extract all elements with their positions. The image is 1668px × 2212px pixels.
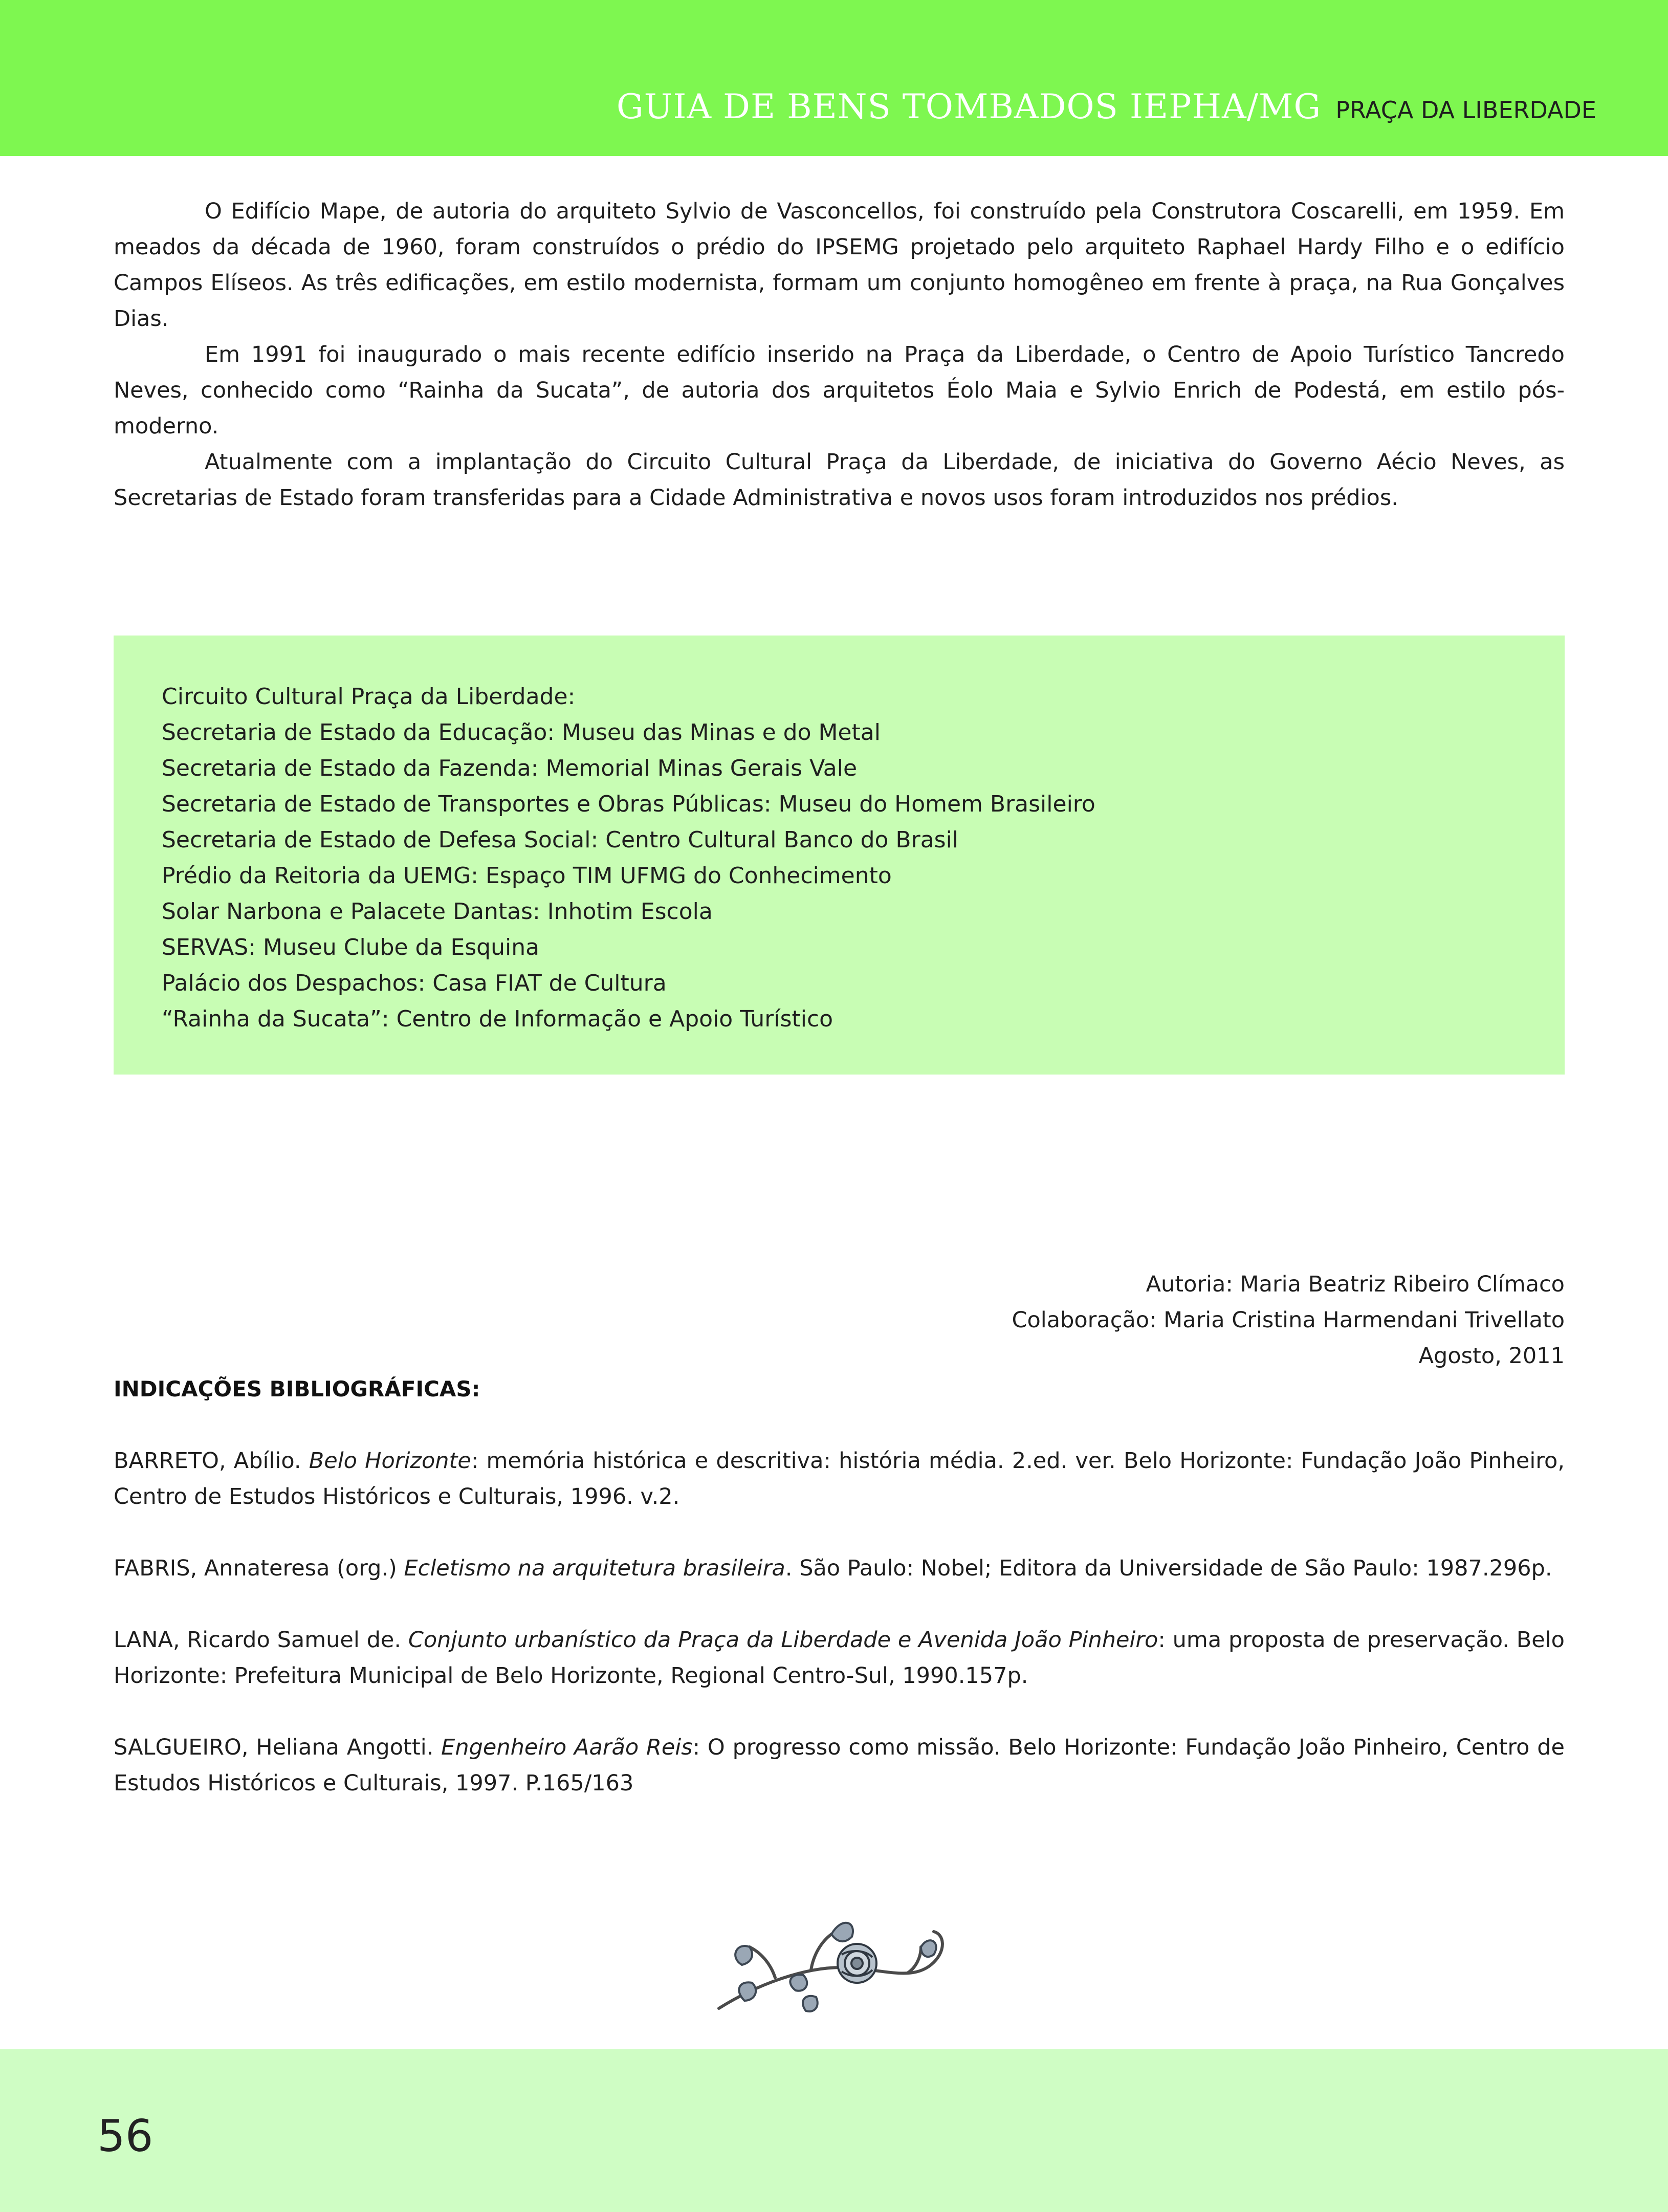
bibliography-heading: INDICAÇÕES BIBLIOGRÁFICAS: <box>114 1376 480 1401</box>
circuit-list-item: Prédio da Reitoria da UEMG: Espaço TIM UFMG do Conhecimento <box>162 863 892 889</box>
bibliography-entry <box>114 1729 1565 1801</box>
entry-details: : memória histórica e descritiva: história média. 2.ed. ver. Belo Horizonte: Fundação João Pinheiro, Centro de Estudos Históricos e Culturais, 1996. v.2. <box>114 1448 1565 1509</box>
rose-branch-drawing <box>688 1906 995 2024</box>
entry-author: FABRIS, Annateresa (org.) <box>114 1556 404 1581</box>
page-number: 56 <box>97 2111 153 2162</box>
circuit-list <box>162 679 1095 1037</box>
entry-title: Ecletismo na arquitetura brasileira <box>404 1556 785 1581</box>
bibliography-list <box>114 1443 1565 1801</box>
bibliography-entry <box>114 1622 1565 1694</box>
entry-title: Engenheiro Aarão Reis <box>441 1735 693 1760</box>
credit-date: Agosto, 2011 <box>1418 1343 1565 1369</box>
collaboration-credit: Colaboração: Maria Cristina Harmendani Trivellato <box>1012 1307 1565 1333</box>
circuit-list-item: Secretaria de Estado de Defesa Social: Centro Cultural Banco do Brasil <box>162 827 959 853</box>
bibliography-entry <box>114 1443 1565 1515</box>
circuit-list-item: Palácio dos Despachos: Casa FIAT de Cultura <box>162 970 667 996</box>
circuit-list-item: SERVAS: Museu Clube da Esquina <box>162 934 540 960</box>
guide-title: GUIA DE BENS TOMBADOS IEPHA/MG <box>616 87 1322 126</box>
entry-title: Conjunto urbanístico da Praça da Liberdade e Avenida João Pinheiro <box>408 1627 1158 1653</box>
circuit-list-item: Secretaria de Estado da Fazenda: Memorial Minas Gerais Vale <box>162 755 858 781</box>
rose-branch-icon <box>688 1906 995 2024</box>
circuit-list-item: Solar Narbona e Palacete Dantas: Inhotim Escola <box>162 899 713 925</box>
entry-author: BARRETO, Abílio. <box>114 1448 309 1474</box>
bibliography-entry <box>114 1550 1565 1586</box>
entry-details: : O progresso como missão. Belo Horizonte: Fundação João Pinheiro, Centro de Estudos Históricos e Culturais, 1997. P.165/163 <box>114 1735 1565 1796</box>
entry-author: SALGUEIRO, Heliana Angotti. <box>114 1735 442 1760</box>
entry-details: . São Paulo: Nobel; Editora da Universidade de São Paulo: 1987.296p. <box>785 1556 1552 1581</box>
credits <box>1012 1266 1565 1374</box>
entry-title: Belo Horizonte <box>309 1448 471 1474</box>
circuit-list-item: Secretaria de Estado da Educação: Museu das Minas e do Metal <box>162 719 881 746</box>
entry-author: LANA, Ricardo Samuel de. <box>114 1627 408 1653</box>
section-title: PRAÇA DA LIBERDADE <box>1335 96 1596 124</box>
body-paragraph: O Edifício Mape, de autoria do arquiteto Sylvio de Vasconcellos, foi construído pela Construtora Coscarelli, em 1959. Em meados da década de 1960, foram construídos o prédio do IPSEMG projetado pelo arquiteto Raphael Hardy Filho e o edifício Campos Elíseos. As três edificações, em estilo modernista, formam um conjunto homogêneo em frente à praça, na Rua Gonçalves Dias. <box>114 199 1565 332</box>
circuit-list-heading: Circuito Cultural Praça da Liberdade: <box>162 684 576 710</box>
body-paragraph: Em 1991 foi inaugurado o mais recente edifício inserido na Praça da Liberdade, o Centro de Apoio Turístico Tancredo Neves, conhecido como “Rainha da Sucata”, de autoria dos arquitetos Éolo Maia e Sylvio Enrich de Podestá, em estilo pós-moderno. <box>114 342 1565 439</box>
page-header <box>0 0 1668 156</box>
circuit-list-item: Secretaria de Estado de Transportes e Obras Públicas: Museu do Homem Brasileiro <box>162 791 1095 817</box>
circuit-list-item: “Rainha da Sucata”: Centro de Informação e Apoio Turístico <box>162 1006 833 1032</box>
author-credit: Autoria: Maria Beatriz Ribeiro Clímaco <box>1146 1272 1565 1297</box>
body-text <box>114 193 1565 516</box>
header-title-line <box>617 87 1596 126</box>
page-footer <box>0 2049 1668 2212</box>
entry-details: : uma proposta de preservação. Belo Horizonte: Prefeitura Municipal de Belo Horizonte, Regional Centro-Sul, 1990.157p. <box>114 1627 1565 1689</box>
body-paragraph: Atualmente com a implantação do Circuito Cultural Praça da Liberdade, de iniciativa do Governo Aécio Neves, as Secretarias de Estado foram transferidas para a Cidade Administrativa e novos usos foram introduzidos nos prédios. <box>114 449 1565 511</box>
circuit-cultural-box <box>114 636 1565 1075</box>
